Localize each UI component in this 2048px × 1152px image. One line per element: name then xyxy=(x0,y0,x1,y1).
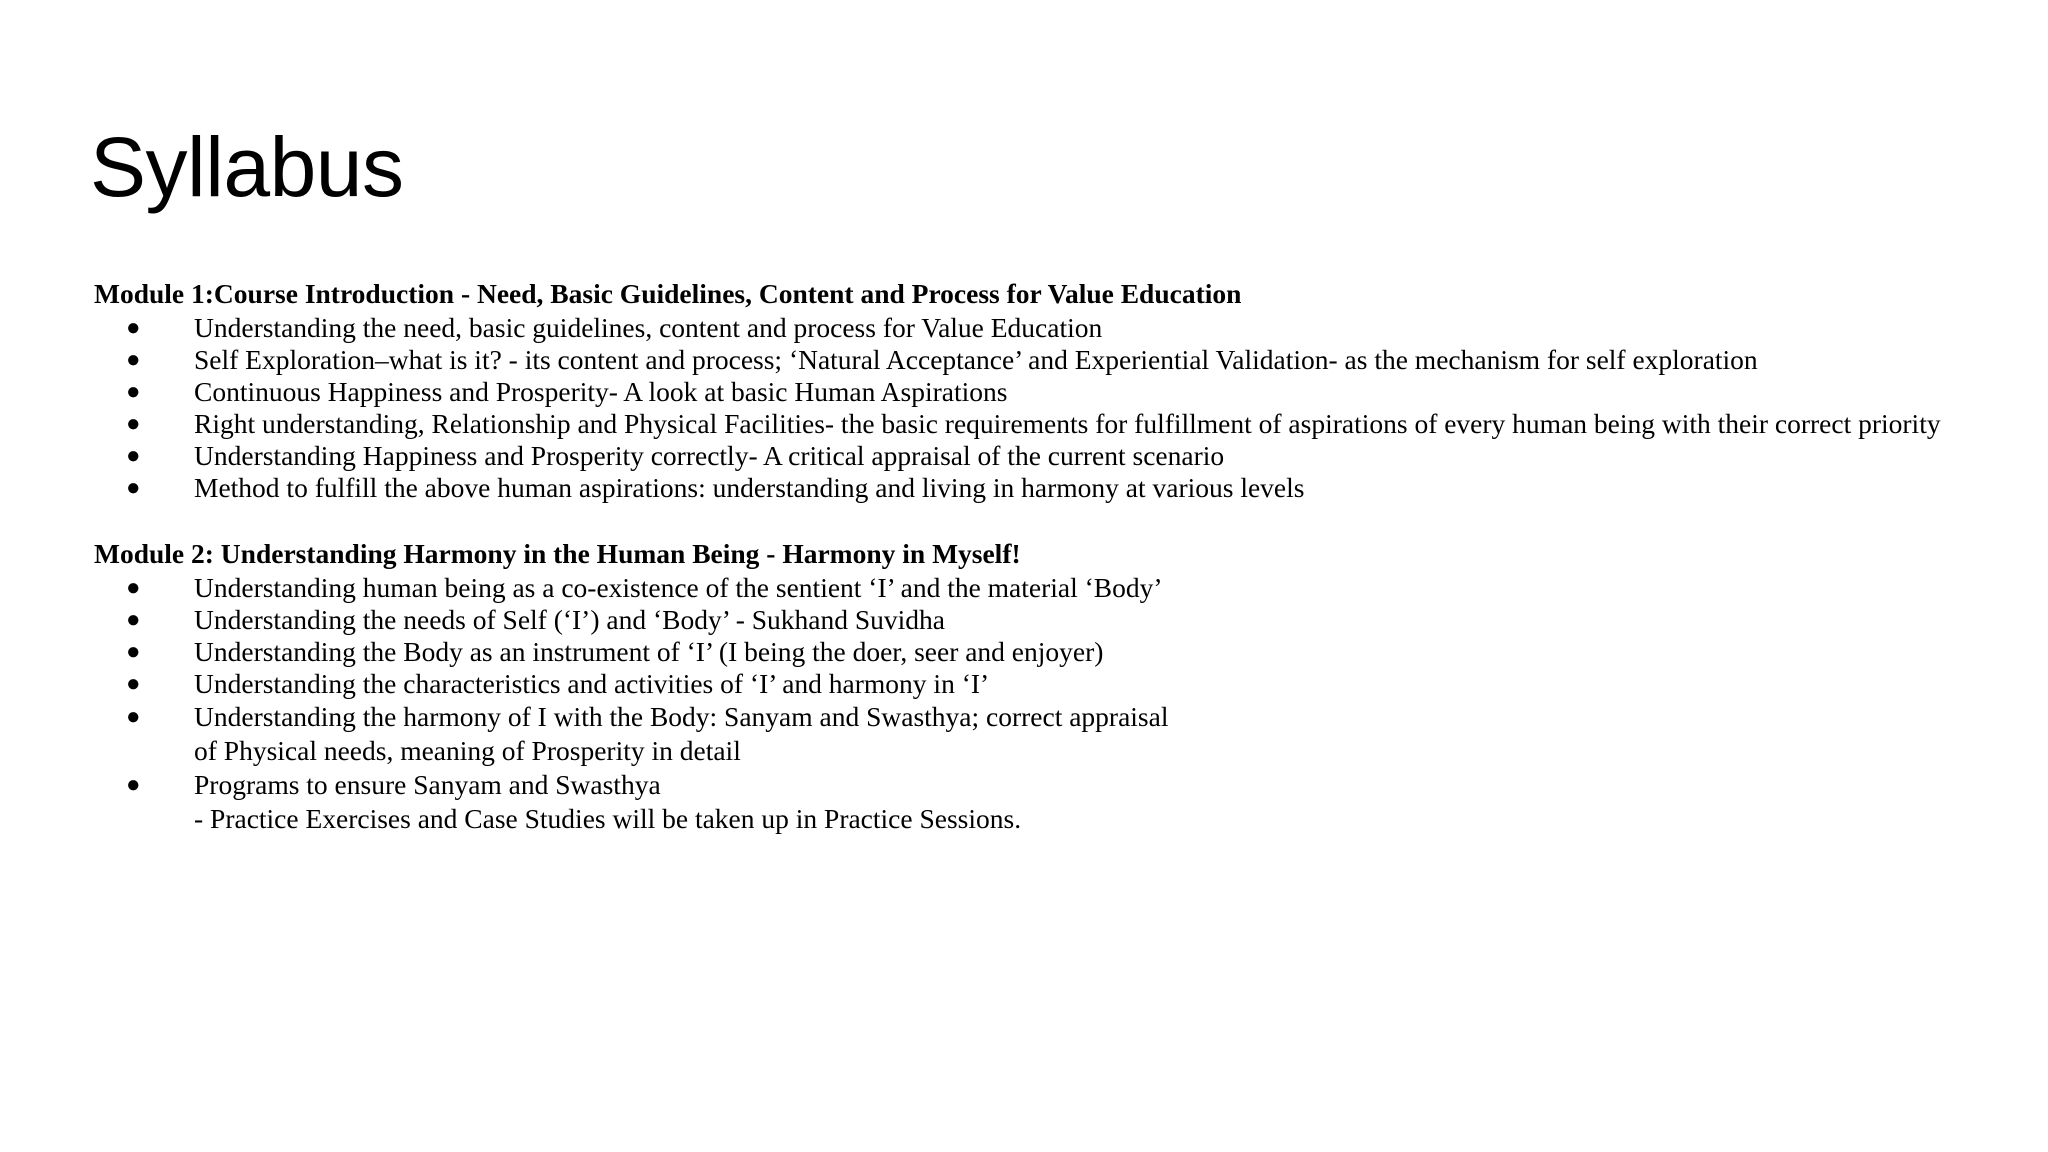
list-item-text: Understanding Happiness and Prosperity correctly- A critical appraisal of the current scenario xyxy=(194,440,1225,471)
list-item-text: Continuous Happiness and Prosperity- A look at basic Human Aspirations xyxy=(194,376,1008,407)
list-item xyxy=(94,572,1974,604)
bullet-icon: ● xyxy=(126,671,141,697)
bullet-icon: ● xyxy=(126,315,141,341)
module-1 xyxy=(94,276,1974,504)
list-item-text: Understanding the characteristics and activities of ‘I’ and harmony in ‘I’ xyxy=(194,668,990,699)
bullet-icon: ● xyxy=(126,607,141,633)
bullet-icon: ● xyxy=(126,639,141,665)
list-item-continuation: of Physical needs, meaning of Prosperity in detail xyxy=(194,735,741,766)
list-item xyxy=(94,604,1974,636)
bullet-icon: ● xyxy=(126,443,141,469)
list-item xyxy=(94,700,1974,768)
bullet-icon: ● xyxy=(126,475,141,501)
list-item-text: Understanding the need, basic guidelines, content and process for Value Education xyxy=(194,312,1103,343)
list-item-text: Right understanding, Relationship and Physical Facilities- the basic requirements for fulfillment of aspirations of every human being with their correct priority xyxy=(194,408,1941,439)
list-item xyxy=(94,376,1974,408)
bullet-icon: ● xyxy=(126,347,141,373)
list-item-text: Programs to ensure Sanyam and Swasthya xyxy=(194,769,661,800)
list-item-text: Self Exploration–what is it? - its content and process; ‘Natural Acceptance’ and Experiential Validation- as the mechanism for self exploration xyxy=(194,344,1758,375)
list-item xyxy=(94,408,1974,440)
module-2 xyxy=(94,536,1974,836)
bullet-icon: ● xyxy=(126,411,141,437)
list-item xyxy=(94,344,1974,376)
module-1-heading: Module 1:Course Introduction - Need, Basic Guidelines, Content and Process for Value Education xyxy=(94,278,1242,309)
list-item-text: Understanding the Body as an instrument of ‘I’ (I being the doer, seer and enjoyer) xyxy=(194,636,1104,667)
slide-title: Syllabus xyxy=(90,120,404,214)
list-item xyxy=(94,440,1974,472)
list-item-text: Understanding the harmony of I with the Body: Sanyam and Swasthya; correct appraisal xyxy=(194,701,1169,732)
list-item-text: Understanding human being as a co-existence of the sentient ‘I’ and the material ‘Body’ xyxy=(194,572,1163,603)
list-item-text: Understanding the needs of Self (‘I’) and ‘Body’ - Sukhand Suvidha xyxy=(194,604,945,635)
module-1-list xyxy=(94,312,1974,504)
module-spacer xyxy=(94,504,1974,536)
module-2-list xyxy=(94,572,1974,836)
list-item xyxy=(94,472,1974,504)
list-item xyxy=(94,768,1974,836)
list-item-text: Method to fulfill the above human aspirations: understanding and living in harmony at various levels xyxy=(194,472,1305,503)
practice-note: - Practice Exercises and Case Studies will be taken up in Practice Sessions. xyxy=(194,803,1022,834)
bullet-icon: ● xyxy=(126,772,141,798)
bullet-icon: ● xyxy=(126,575,141,601)
module-2-heading: Module 2: Understanding Harmony in the Human Being - Harmony in Myself! xyxy=(94,538,1021,569)
syllabus-content xyxy=(94,276,1974,836)
list-item xyxy=(94,636,1974,668)
bullet-icon: ● xyxy=(126,379,141,405)
list-item xyxy=(94,312,1974,344)
bullet-icon: ● xyxy=(126,704,141,730)
list-item xyxy=(94,668,1974,700)
